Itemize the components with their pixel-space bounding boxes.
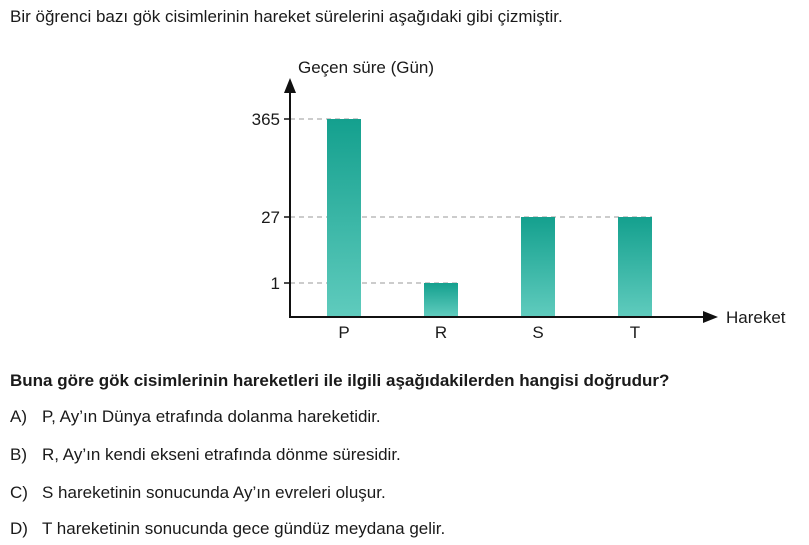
option-text: S hareketinin sonucunda Ay’ın evreleri oluşur. (42, 483, 386, 502)
y-tick-label: 27 (261, 208, 280, 227)
bar-r (424, 283, 458, 316)
y-tick-label: 1 (270, 274, 280, 293)
x-axis-arrow (703, 311, 718, 323)
question-text: Buna göre gök cisimlerinin hareketleri ile ilgili aşağıdakilerden hangisi doğrudur? (10, 371, 670, 390)
intro-text: Bir öğrenci bazı gök cisimlerinin hareket sürelerini aşağıdaki gibi çizmiştir. (10, 7, 563, 26)
option-letter: A) (10, 407, 27, 426)
x-axis-label: Hareket (726, 308, 786, 327)
option-b[interactable] (10, 444, 401, 466)
bar-t (618, 217, 652, 316)
x-category-label: T (629, 323, 641, 342)
bar-p (327, 119, 361, 316)
bar-s (521, 217, 555, 316)
x-category-label: R (434, 323, 448, 342)
y-axis-label: Geçen süre (Gün) (297, 58, 435, 77)
option-letter: D) (10, 519, 28, 538)
x-category-label: P (338, 323, 350, 342)
y-tick-label: 365 (251, 110, 280, 129)
option-letter: C) (10, 483, 28, 502)
option-a[interactable] (10, 406, 381, 428)
option-d[interactable] (10, 518, 445, 540)
option-text: R, Ay’ın kendi ekseni etrafında dönme süresidir. (42, 445, 401, 464)
x-category-label: S (532, 323, 544, 342)
option-c[interactable] (10, 482, 386, 504)
option-letter: B) (10, 445, 27, 464)
y-axis-arrow (284, 78, 296, 93)
option-text: T hareketinin sonucunda gece gündüz meydana gelir. (42, 519, 446, 538)
option-text: P, Ay’ın Dünya etrafında dolanma hareketidir. (42, 407, 381, 426)
